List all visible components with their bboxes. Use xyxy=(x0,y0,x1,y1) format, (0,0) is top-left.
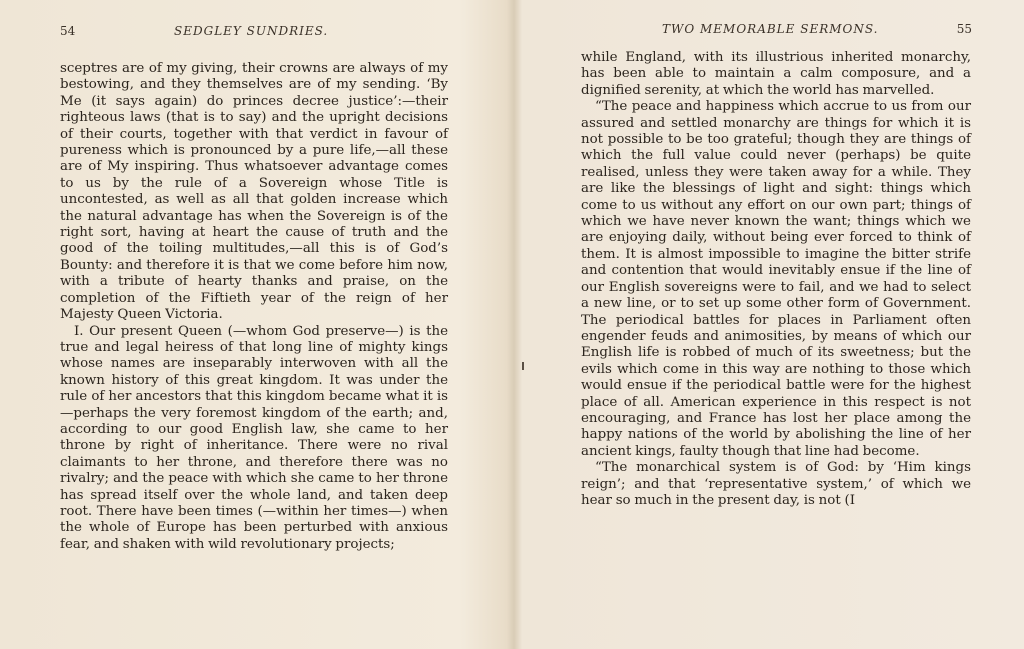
right-running-title: TWO MEMORABLE SERMONS. xyxy=(662,22,879,36)
left-page-body xyxy=(60,61,448,553)
right-running-head xyxy=(580,22,972,42)
left-running-head xyxy=(60,24,456,44)
paragraph: while England, with its illustrious inherited monarchy, has been able to maintain a calm composure, and a dignified serenity, at which the world has marvelled. xyxy=(581,50,971,98)
paragraph: sceptres are of my giving, their crowns are always of my bestowing, and they themselves are of my sending. ‘By Me (it says again) do princes decree justice’:—their righteous laws (that is to say) and the upright decisions of their courts, together with that verdict in favour of pureness which is pronounced by a pure life,—all these are of My inspiring. Thus whatsoever advantage comes to us by the rule of a Sovereign whose Title is uncontested, as well as all that golden increase which the natural advantage has when the Sovereign is of the right sort, having at heart the cause of truth and the good of the toiling multitudes,—all this is of God’s Bounty: and therefore it is that we come before him now, with a tribute of hearty thanks and praise, on the completion of the Fiftieth year of the reign of her Majesty Queen Victoria. xyxy=(60,61,448,323)
left-page-number: 54 xyxy=(60,24,76,38)
paragraph: “The monarchical system is of God: by ‘Him kings reign’; and that ‘representative system,’ of which we hear so much in the present day, is not (I xyxy=(581,460,971,508)
paragraph: I. Our present Queen (—whom God preserve—) is the true and legal heiress of that long line of mighty kings whose names are inseparably interwoven with all the known history of this great kingdom. It was under the rule of her ancestors that this kingdom became what it is—perhaps the very foremost kingdom of the earth; and, according to our good English law, she came to her throne by right of inheritance. There were no rival claimants to her throne, and therefore there was no rivalry; and the peace with which she came to her throne has spread itself over the whole land, and taken deep root. There have been times (—within her times—) when the whole of Europe has been perturbed with anxious fear, and shaken with wild revolutionary projects; xyxy=(60,323,448,552)
paragraph: “The peace and happiness which accrue to us from our assured and settled monarchy are things for which it is not possible to be too grateful; though they are things of which the full value could never (perhaps) be quite realised, unless they were taken away for a while. They are like the blessings of light and sight: things which come to us without any effort on our own part; things of which we have never known the want; things which we are enjoying daily, without being ever forced to think of them. It is almost impossible to imagine the bitter strife and contention that would inevitably ensue if the line of our English sovereigns were to fail, and we had to select a new line, or to set up some other form of Government. The periodical battles for places in Parliament often engender feuds and animosities, by means of which our English life is robbed of much of its sweetness; but the evils which come in this way are nothing to those which would ensue if the periodical battle were for the highest place of all. American experience in this respect is not encouraging, and France has lost her place among the happy nations of the world by abolishing the line of her ancient kings, faulty though that line had become. xyxy=(581,99,971,459)
left-running-title: SEDGLEY SUNDRIES. xyxy=(174,24,329,38)
right-page xyxy=(512,0,1024,649)
right-page-number: 55 xyxy=(956,22,972,36)
right-page-body xyxy=(581,50,971,509)
